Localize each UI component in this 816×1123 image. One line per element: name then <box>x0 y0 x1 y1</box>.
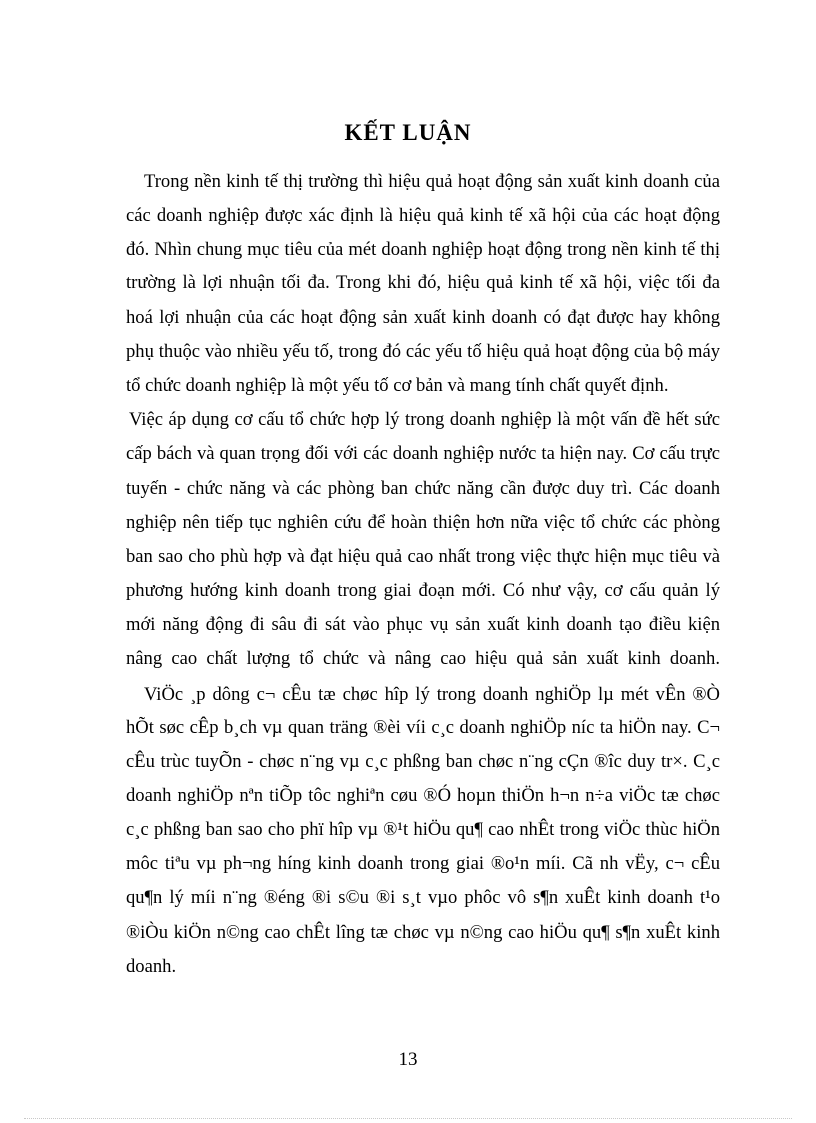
paragraph-2-line-1: Việc áp dụng cơ cấu tổ chức hợp lý trong doanh nghiệp là một vấn đề hết sức <box>129 409 720 430</box>
paragraph-1-line-1: Trong nền kinh tế thị trường thì hiệu quả hoạt động sản xuất kinh doanh của <box>144 171 720 192</box>
paragraph-1-line-2: các doanh nghiệp được xác định là hiệu quả kinh tế xã hội của các hoạt động <box>126 205 720 226</box>
paragraph-3-line-4: doanh nghiÖp nªn tiÕp tôc nghiªn cøu ®Ó hoµn thiÖn h¬n n÷a viÖc tæ chøc <box>126 785 720 806</box>
paragraph-1-line-6: phụ thuộc vào nhiều yếu tố, trong đó các yếu tố hiệu quả hoạt động của bộ máy <box>126 341 720 362</box>
paragraph-2-line-4: nghiệp nên tiếp tục nghiên cứu để hoàn thiện hơn nữa việc tổ chức các phòng <box>126 512 720 533</box>
page-number: 13 <box>398 1049 418 1070</box>
paragraph-3-line-3: cÊu trùc tuyÕn - chøc n¨ng vµ c¸c phßng ban chøc n¨ng cÇn ®îc duy tr×. C¸c <box>126 751 720 772</box>
paragraph-2-line-7: mới năng động đi sâu đi sát vào phục vụ sản xuất kinh doanh tạo điều kiện <box>126 614 720 635</box>
paragraph-1-line-5: hoá lợi nhuận của các hoạt động sản xuất kinh doanh có đạt được hay không <box>126 307 720 328</box>
page-title: KẾT LUẬN <box>344 120 472 145</box>
paragraph-3-line-9: doanh. <box>126 956 177 977</box>
paragraph-3-line-5: c¸c phßng ban sao cho phï hîp vµ ®¹t hiÖu qu¶ cao nhÊt trong viÖc thùc hiÖn <box>126 819 720 840</box>
paragraph-3-line-7: qu¶n lý míi n¨ng ®éng ®i s©u ®i s¸t vµo phôc vô s¶n xuÊt kinh doanh t¹o <box>126 887 720 908</box>
paragraph-2-line-5: ban sao cho phù hợp và đạt hiệu quả cao nhất trong việc thực hiện mục tiêu và <box>126 546 720 567</box>
paragraph-1-line-4: trường là lợi nhuận tối đa. Trong khi đó, hiệu quả kinh tế xã hội, việc tối đa <box>126 272 720 293</box>
page-bottom-divider <box>24 1118 792 1119</box>
paragraph-3-line-1: ViÖc ¸p dông c¬ cÊu tæ chøc hîp lý trong doanh nghiÖp lµ mét vÊn ®Ò <box>144 684 720 705</box>
paragraph-2-line-6: phương hướng kinh doanh trong giai đoạn mới. Có như vậy, cơ cấu quản lý <box>126 580 720 601</box>
paragraph-2-line-2: cấp bách và quan trọng đối với các doanh nghiệp nước ta hiện nay. Cơ cấu trực <box>126 443 720 464</box>
paragraph-1-line-3: đó. Nhìn chung mục tiêu của mét doanh nghiệp hoạt động trong nền kinh tế thị <box>126 239 720 260</box>
paragraph-1-line-7: tổ chức doanh nghiệp là một yếu tố cơ bản và mang tính chất quyết định. <box>126 375 669 396</box>
paragraph-3-line-6: môc tiªu vµ ph¬ng híng kinh doanh trong giai ®o¹n míi. Cã nh vËy, c¬ cÊu <box>126 853 720 874</box>
paragraph-2-line-8: nâng cao chất lượng tổ chức và nâng cao hiệu quả sản xuất kinh doanh. <box>126 648 720 669</box>
paragraph-3-line-2: hÕt søc cÊp b¸ch vµ quan träng ®èi víi c¸c doanh nghiÖp níc ta hiÖn nay. C¬ <box>126 717 720 738</box>
paragraph-3-line-8: ®iÒu kiÖn n©ng cao chÊt lîng tæ chøc vµ n©ng cao hiÖu qu¶ s¶n xuÊt kinh <box>126 922 720 943</box>
paragraph-2-line-3: tuyến - chức năng và các phòng ban chức năng cần được duy trì. Các doanh <box>126 478 720 499</box>
